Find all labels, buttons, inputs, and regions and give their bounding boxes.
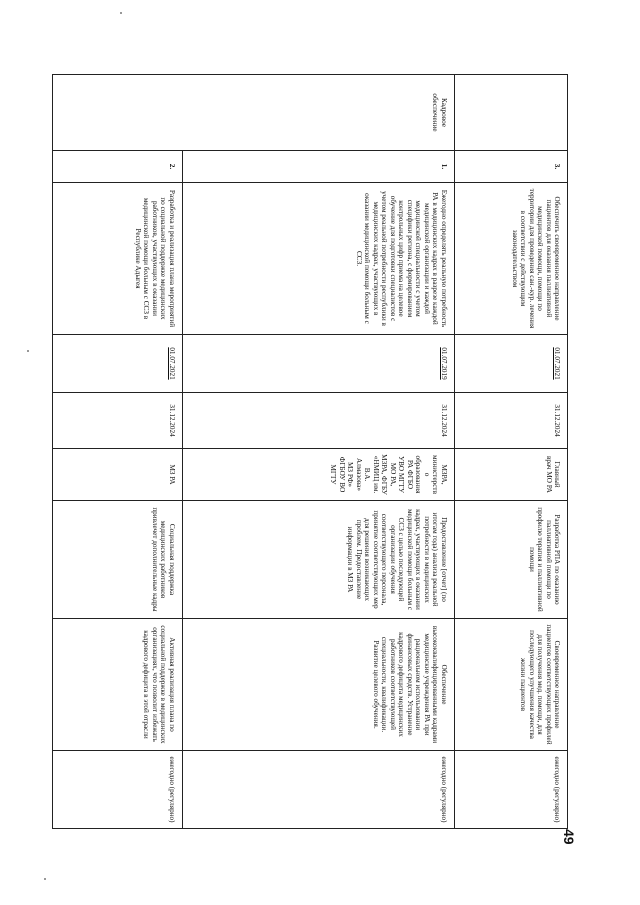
start-date: 01.07.2021: [454, 335, 567, 393]
period-cell: ежегодно (регулярно): [53, 751, 183, 829]
direction-label: Кадровое обеспечение: [53, 75, 455, 151]
rotated-table-container: [52, 74, 568, 828]
direction-cell: [454, 75, 567, 151]
responsible-cell: МЗ РА: [53, 449, 183, 501]
table-row: [53, 75, 183, 829]
result-cell: Социальная поддержка медицинских работников привлечет дополнительные кадры: [53, 501, 183, 619]
scan-speck: [44, 878, 46, 880]
table-row: [182, 75, 454, 829]
end-date: 31.12.2024: [454, 393, 567, 449]
activity-cell: Разработка и реализация плана мероприятий по социальной поддержке медицинских работников, участвующих в оказании медицинской помощи больным с ССЗ в Республике Адыгея: [53, 183, 183, 335]
activity-cell: Обеспечить своевременное направление пациентов для оказания паллиативной медицинской помощи, помощи по территории для проведения сан.-кур. лечения в соответствии с действующим законодательством: [454, 183, 567, 335]
row-number: 1.: [182, 151, 454, 183]
period-cell: ежегодно (регулярно): [454, 751, 567, 829]
activity-cell: Ежегодно определять реальную потребность РА в медицинских кадрах в разрезе каждой медицинской организации и каждой медицинской специальности с учетом специфики региона, с формированием контрольных цифр приема на целевое обучение для подготовки специалистов с учетом реальной потребности республики в медицинских кадрах, участвующих в оказании медицинской помощи больным с ССЗ.: [182, 183, 454, 335]
result-cell: Предоставление [отчет] (по итогам года) анализа реальной потребности в медицинских кадрах, участвующих в оказании медицинской помощи больным с ССЗ с целью последующей организации обучения соответствующего персонала, принятие соответствующих мер для решения возникающих проблем. Предоставление информации в МЗ РА: [182, 501, 454, 619]
measures-table: [52, 74, 568, 829]
period-cell: ежегодно (регулярно): [182, 751, 454, 829]
table-row: [454, 75, 567, 829]
page-number: 49: [561, 829, 577, 845]
result-cell: Разработка РПА по оказанию паллиативной помощи по профилю терапия и паллиативной помощи: [454, 501, 567, 619]
row-number: 3.: [454, 151, 567, 183]
effect-cell: Своевременное направление пациентов соответствующих профилей для получения мед. помощи, для последующего улучшения качества жизни пациентов: [454, 619, 567, 751]
responsible-cell: Главный врач МО РА: [454, 449, 567, 501]
end-date: 31.12.2024: [182, 393, 454, 449]
start-date: 01.07.2019: [182, 335, 454, 393]
responsible-cell: МЗРА, министерство образования РА ФГБО УВО МГТУ МО РА, МЗРА, ФГБУ «НМИЦ им. В.А. Алмазова» МЗ РФ» ФГБОУ ВО МГТУ: [182, 449, 454, 501]
row-number: 2.: [53, 151, 183, 183]
effect-cell: Обеспечение высококвалифицированными кадрами медицинские учреждения РА при рациональном использовании финансовых средств. Устранение кадрового дефицита медицинских работников соответствующей специальности, квалификации. Развитие целевого обучения.: [182, 619, 454, 751]
end-date: 31.12.2024: [53, 393, 183, 449]
scan-speck: [27, 350, 29, 352]
scan-speck: [120, 12, 122, 14]
effect-cell: Активная реализация плана по социальной поддержке в медицинских организациях, что позволит избежать кадрового дефицита в этой отрасли: [53, 619, 183, 751]
start-date: 01.07.2021: [53, 335, 183, 393]
